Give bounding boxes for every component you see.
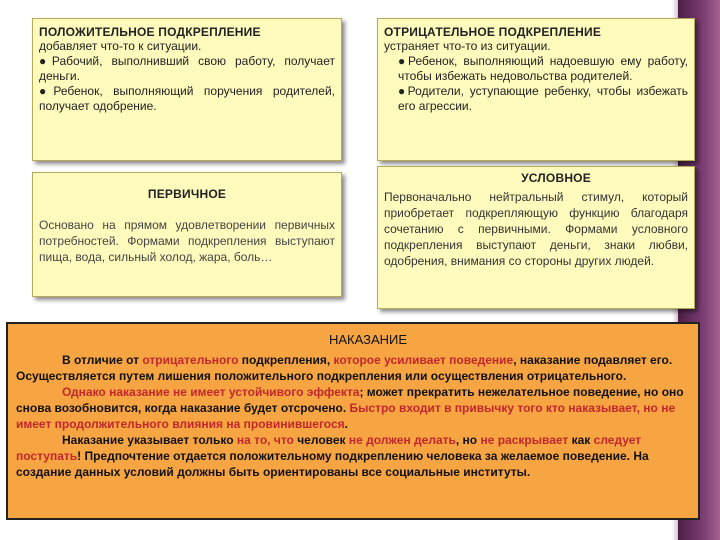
negative-example-1: ●Ребенок, выполняющий надоевшую ему работу, чтобы избежать недовольства родителей.: [398, 54, 688, 83]
primary-reinforcement-box: [32, 172, 342, 297]
negative-title: ОТРИЦАТЕЛЬНОЕ ПОДКРЕПЛЕНИЕ: [384, 25, 602, 39]
punishment-paragraph-2: [16, 384, 690, 432]
punishment-box: [6, 322, 700, 520]
text-span: В отличие от: [62, 353, 143, 367]
text-span-accent: Однако наказание не имеет устойчивого эффекта: [62, 385, 360, 399]
positive-title: ПОЛОЖИТЕЛЬНОЕ ПОДКРЕПЛЕНИЕ: [39, 25, 261, 39]
punishment-paragraph-1: [16, 352, 690, 384]
text-span: , наказание подавляет его. Осуществляется путем лишения положительного подкрепления или осуществления отрицательного.: [16, 353, 673, 383]
text-span-accent: отрицательного: [142, 353, 239, 367]
text-span-accent: не должен делать: [348, 433, 456, 447]
text-span: ; может прекратить нежелательное поведение, но оно снова возобновится, когда наказание будет отсрочено.: [16, 385, 684, 415]
positive-example-1: ●Рабочий, выполнивший свою работу, получает деньги.: [39, 54, 335, 83]
conditional-text: Первоначально нейтральный стимул, который приобретает подкрепляющую функцию благодаря сочетанию с первичными. Формами условного подкрепления выступают деньги, знаки любви, одобрения, внимания со стороны других людей.: [384, 190, 688, 268]
primary-title: ПЕРВИЧНОЕ: [147, 187, 227, 201]
negative-example-2: ●Родители, уступающие ребенку, чтобы избежать его агрессии.: [398, 84, 688, 113]
positive-reinforcement-box: [32, 18, 342, 161]
conditional-reinforcement-box: [377, 166, 695, 309]
text-span-accent: на то, что: [236, 433, 294, 447]
punishment-title: НАКАЗАНИЕ: [328, 332, 408, 347]
text-span: , но: [455, 433, 481, 447]
text-span: ! Предпочтение отдается положительному подкреплению человека за желаемое поведение. На создание данных условий должны быть ориентированы все социальные институты.: [16, 449, 649, 479]
text-span: .: [344, 417, 349, 431]
text-span: Наказание указывает только: [62, 433, 237, 447]
conditional-title: УСЛОВНОЕ: [521, 171, 591, 185]
primary-text: Основано на прямом удовлетворении первичных потребностей. Формами подкрепления выступают пища, вода, сильный холод, жара, боль…: [39, 218, 335, 264]
text-span: как: [568, 433, 594, 447]
positive-example-2: ●Ребенок, выполняющий поручения родителей, получает одобрение.: [39, 84, 335, 113]
negative-definition: устраняет что-то из ситуации.: [384, 39, 551, 53]
text-span: человек: [293, 433, 349, 447]
text-span-accent: Быстро входит в привычку того кто наказывает, но не имеет продолжительного влияния на провинившегося: [16, 401, 676, 431]
negative-reinforcement-box: [377, 18, 695, 161]
text-span-accent: следует поступать: [16, 433, 642, 463]
punishment-paragraph-3: [16, 432, 690, 480]
text-span: подкрепления,: [238, 353, 334, 367]
positive-definition: добавляет что-то к ситуации.: [39, 39, 202, 53]
text-span-accent: которое усиливает поведение: [333, 353, 514, 367]
text-span-accent: не раскрывает: [480, 433, 569, 447]
